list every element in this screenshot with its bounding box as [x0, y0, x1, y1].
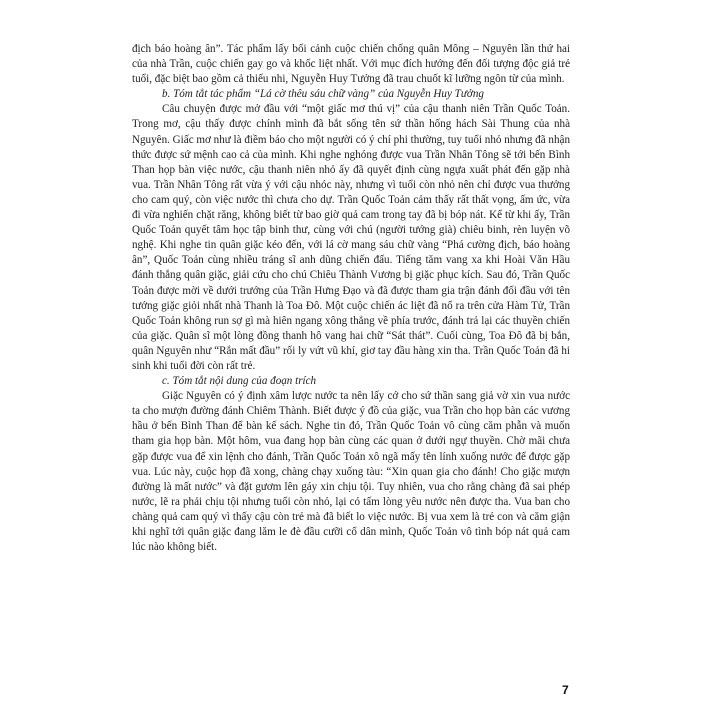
section-c-heading: c. Tóm tắt nội dung của đoạn trích — [162, 375, 317, 388]
section-c-paragraph: Giặc Nguyên có ý định xâm lược nước ta nên lấy cớ cho sứ thần sang giả vờ xin vua nước ta cho mượn đường đánh Chiêm Thành. Biết được ý đồ của giặc, vua Trần cho họp bàn các vương hầu ở bến Bình Than để bàn kế sách. Nghe tin đó, Trần Quốc Toản vô cùng căm phẫn và muốn tham gia họp bàn. Một hôm, vua đang họp bàn cùng các quan ở dưới ngự thuyền. Chờ mãi chưa gặp được vua để xin lệnh cho đánh, Trần Quốc Toản xô ngã mấy tên lính xuống nước để được gặp vua. Lúc này, cuộc họp đã xong, chàng chạy xuống tàu: “Xin quan gia cho đánh! Cho giặc mượn đường là mất nước” và đặt gươm lên gáy xin chịu tội. Tuy nhiên, vua cho rằng chàng đã sai phép nước, lẽ ra phải chịu tội nhưng tuổi còn nhỏ, lại có tấm lòng yêu nước nên được tha. Vua ban cho chàng quả cam quý vì thấy cậu còn trẻ mà đã biết lo việc nước. Bị vua xem là trẻ con và căm giận khi nghĩ tới quân giặc đang lăm le đè đầu cưỡi cổ dân mình, Quốc Toản vô tình bóp nát quả cam lúc nào không biết. — [132, 390, 570, 554]
intro-paragraph: địch báo hoàng ân”. Tác phẩm lấy bối cảnh cuộc chiến chống quân Mông – Nguyên lần thứ hai của nhà Trần, cuộc chiến gay go và khốc liệt nhất. Với mục đích hướng đến đối tượng độc giả trẻ tuổi, đặc biệt bao gồm cả thiếu nhi, Nguyễn Huy Tưởng đã trau chuốt kĩ lưỡng ngôn từ của mình. — [132, 43, 570, 86]
page-body — [132, 42, 570, 555]
section-b-heading: b. Tóm tắt tác phẩm “Lá cờ thêu sáu chữ vàng” của Nguyễn Huy Tưởng — [162, 88, 484, 101]
section-b-paragraph: Câu chuyện được mở đầu với “một giấc mơ thú vị” của cậu thanh niên Trần Quốc Toản. Trong mơ, cậu thấy được chính mình đã bắt sống tên sứ thần hống hách Sài Thung của nhà Nguyên. Giấc mơ như là điềm báo cho một người có ý chí phi thường, tuy tuổi nhỏ nhưng đã nhận thức được sứ mệnh cao cả của mình. Khi nghe nghóng được vua Trần Nhân Tông sẽ tới bến Bình Than họp bàn việc nước, cậu thanh niên nhỏ ấy đã quyết định cùng ngựa xuất phát đến gặp nhà vua. Trần Nhân Tông rất vừa ý với cậu nhóc này, nhưng vì tuổi còn nhỏ nên chỉ được vua thưởng cho cam quý, còn việc nước thì chưa cho dự. Trần Quốc Toản cảm thấy rất thất vọng, ấm ức, vừa đi vừa nghiến chặt răng, không biết từ bao giờ quả cam trong tay đã bị bóp nát. Kể từ khi ấy, Trần Quốc Toản quyết tâm học tập binh thư, cùng với chú (người tướng già) chiêu binh, rèn luyện võ nghệ. Khi nghe tin quân giặc kéo đến, với lá cờ mang sáu chữ vàng “Phá cường địch, báo hoàng ân”, Quốc Toản cùng nhiều tráng sĩ anh dũng chiến đấu. Tiếng tăm vang xa khi Hoài Văn Hầu đánh thắng quân giặc, giải cứu cho chú Chiêu Thành Vương bị giặc phục kích. Sau đó, Trần Quốc Toản được mời về dưới trướng của Trần Hưng Đạo và đã được tham gia trận đánh đối đầu với tên tướng giặc giỏi nhất nhà Thanh là Toa Đô. Một cuộc chiến ác liệt đã nổ ra trên cửa Hàm Tử, Trần Quốc Toản không run sợ gì mà hiên ngang xông thẳng về phía trước, đánh trả lại các thuyền chiến của giặc. Quân sĩ một lòng đồng thanh hô vang hai chữ “Sát thát”. Cuối cùng, Toa Đô đã bị bắn, quân Nguyên như “Rắn mất đầu” rối ly vứt vũ khí, giơ tay đầu hàng xin tha. Trần Quốc Toản đã hi sinh khi tuổi đời còn rất trẻ. — [132, 103, 570, 372]
page-number: 7 — [562, 683, 569, 697]
